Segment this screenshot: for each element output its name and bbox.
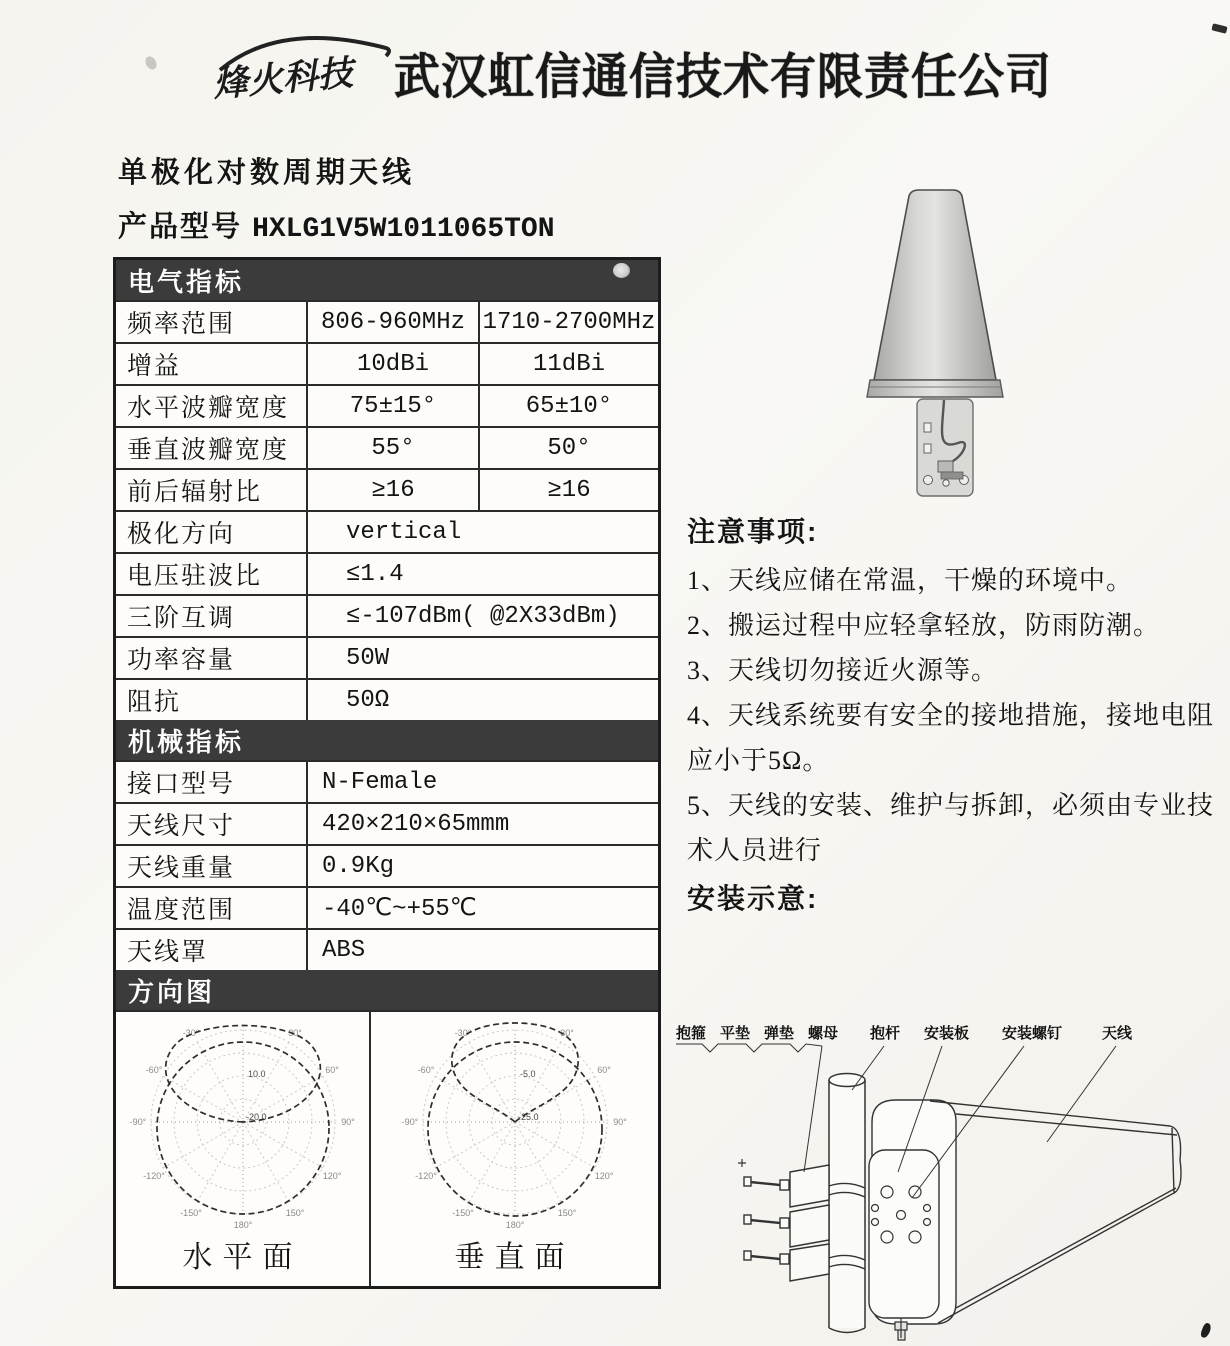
scan-artifact xyxy=(1211,23,1227,33)
svg-text:60°: 60° xyxy=(596,1065,611,1075)
svg-text:-30°: -30° xyxy=(454,1028,471,1038)
spec-value: N-Female xyxy=(322,768,438,796)
scan-artifact xyxy=(143,54,159,71)
horizontal-pattern-plot xyxy=(118,1016,368,1234)
table-row xyxy=(116,844,658,886)
svg-text:90°: 90° xyxy=(612,1117,627,1127)
notes-block xyxy=(687,506,1227,925)
spec-label: 温度范围 xyxy=(116,888,308,928)
section-label: 方向图 xyxy=(128,976,216,1007)
table-row xyxy=(116,426,658,468)
diagram-labels xyxy=(675,1024,1133,1042)
svg-text:60°: 60° xyxy=(324,1065,339,1075)
table-row xyxy=(116,342,658,384)
table-row xyxy=(116,300,658,342)
table-row xyxy=(116,510,658,552)
svg-text:-25.0: -25.0 xyxy=(517,1112,539,1122)
svg-text:-20.0: -20.0 xyxy=(245,1112,267,1122)
table-row xyxy=(116,678,658,720)
installation-diagram xyxy=(672,1022,1224,1344)
spec-value-band1: 10dBi xyxy=(308,344,480,384)
horizontal-plane-caption: 水平面 xyxy=(182,1241,303,1274)
angle-labels xyxy=(129,1028,355,1230)
spec-value: ≤1.4 xyxy=(346,560,404,588)
spec-value-band2: 11dBi xyxy=(532,350,605,378)
table-row xyxy=(116,636,658,678)
spec-value-band1: ≥16 xyxy=(308,470,480,510)
spec-table xyxy=(113,257,661,1289)
company-logo xyxy=(210,26,400,118)
spec-value: 50W xyxy=(346,644,390,672)
spec-label: 天线罩 xyxy=(116,930,308,970)
spec-label: 三阶互调 xyxy=(116,596,308,636)
svg-text:-60°: -60° xyxy=(417,1065,434,1075)
spec-value: ABS xyxy=(322,936,366,964)
spec-label: 频率范围 xyxy=(116,302,308,342)
note-item: 5、天线的安装、维护与拆卸，必须由专业技术人员进行 xyxy=(687,791,1215,865)
installation-diagram-graphic xyxy=(672,1022,1224,1344)
svg-text:-90°: -90° xyxy=(129,1117,146,1127)
svg-text:-5.0: -5.0 xyxy=(519,1069,536,1079)
model-label: 产品型号 xyxy=(118,211,243,243)
scan-spot-artifact xyxy=(613,263,630,278)
section-header-mechanical xyxy=(116,720,658,760)
spec-label: 阻抗 xyxy=(116,680,308,720)
table-row xyxy=(116,384,658,426)
svg-text:-60°: -60° xyxy=(145,1065,162,1075)
spec-label: 电压驻波比 xyxy=(116,554,308,594)
table-row xyxy=(116,802,658,844)
scale-labels xyxy=(518,1069,539,1122)
svg-text:-120°: -120° xyxy=(414,1171,437,1181)
vertical-plane-caption: 垂直面 xyxy=(454,1241,575,1274)
svg-text:180°: 180° xyxy=(233,1220,252,1230)
svg-text:30°: 30° xyxy=(287,1028,302,1038)
spec-label: 垂直波瓣宽度 xyxy=(116,428,308,468)
svg-text:120°: 120° xyxy=(322,1171,341,1181)
mounting-pole xyxy=(829,1074,865,1333)
spec-label: 天线尺寸 xyxy=(116,804,308,844)
page-title: 单极化对数周期天线 xyxy=(118,157,416,189)
label-mount-plate: 安装板 xyxy=(924,1025,970,1042)
svg-text:-150°: -150° xyxy=(451,1208,474,1218)
note-item: 3、天线切勿接近火源等。 xyxy=(687,656,999,685)
table-row xyxy=(116,886,658,928)
angle-labels xyxy=(401,1028,627,1230)
spec-label: 天线重量 xyxy=(116,846,308,886)
pattern-curves xyxy=(157,1026,329,1215)
spec-label: 水平波瓣宽度 xyxy=(116,386,308,426)
svg-text:-90°: -90° xyxy=(401,1117,418,1127)
vertical-pattern-cell xyxy=(371,1012,658,1286)
note-item: 4、天线系统要有安全的接地措施，接地电阻应小于5Ω。 xyxy=(687,701,1215,775)
label-pole: 抱杆 xyxy=(870,1025,901,1042)
label-clamp: 抱箍 xyxy=(676,1025,707,1042)
section-label: 机械指标 xyxy=(128,726,245,757)
spec-value-band1: 55° xyxy=(308,428,480,468)
radome-shape xyxy=(874,190,996,380)
section-header-pattern xyxy=(116,970,658,1010)
table-row xyxy=(116,594,658,636)
radome-skirt xyxy=(867,380,1003,397)
scale-labels xyxy=(246,1069,267,1122)
svg-text:120°: 120° xyxy=(594,1171,613,1181)
spec-value: -40℃~+55℃ xyxy=(322,896,477,923)
spec-value: 0.9Kg xyxy=(322,852,395,880)
svg-text:90°: 90° xyxy=(340,1117,355,1127)
svg-text:150°: 150° xyxy=(557,1208,576,1218)
spec-label: 前后辐射比 xyxy=(116,470,308,510)
svg-text:-30°: -30° xyxy=(182,1028,199,1038)
spec-value-band2: 50° xyxy=(547,434,591,462)
pattern-curves xyxy=(428,1023,602,1216)
svg-text:-150°: -150° xyxy=(179,1208,202,1218)
spec-label: 极化方向 xyxy=(116,512,308,552)
spec-label: 功率容量 xyxy=(116,638,308,678)
spec-value: 420×210×65mmm xyxy=(322,810,510,838)
svg-text:150°: 150° xyxy=(285,1208,304,1218)
spec-value-band1: 806-960MHz xyxy=(308,302,480,342)
label-flat-washer: 平垫 xyxy=(720,1025,751,1042)
model-value: HXLG1V5W1011065TON xyxy=(252,214,555,245)
svg-text:30°: 30° xyxy=(559,1028,574,1038)
mounting-plate xyxy=(869,1150,939,1340)
spec-value-band2: ≥16 xyxy=(547,476,591,504)
spec-value: 50Ω xyxy=(346,686,390,714)
table-row xyxy=(116,760,658,802)
label-spring-washer: 弹垫 xyxy=(764,1025,795,1042)
company-name: 武汉虹信通信技术有限责任公司 xyxy=(394,48,1052,104)
spec-label: 增益 xyxy=(116,344,308,384)
svg-text:10.0: 10.0 xyxy=(247,1069,266,1079)
spec-label: 接口型号 xyxy=(116,762,308,802)
label-antenna: 天线 xyxy=(1102,1025,1133,1042)
note-item: 1、天线应储在常温，干燥的环境中。 xyxy=(687,566,1134,595)
table-row xyxy=(116,468,658,510)
logo-graphic xyxy=(210,26,400,118)
connector xyxy=(938,461,953,472)
product-model-line xyxy=(118,204,555,245)
table-row xyxy=(116,928,658,970)
logo-text: 烽火科技 xyxy=(211,53,355,105)
vertical-pattern-plot xyxy=(390,1016,640,1234)
antenna-photo-graphic xyxy=(845,186,1025,508)
label-nut: 螺母 xyxy=(808,1025,839,1042)
note-item: 2、搬运过程中应轻拿轻放，防雨防潮。 xyxy=(687,611,1161,640)
spec-value: vertical xyxy=(346,518,462,546)
spec-value-band2: 65±10° xyxy=(525,392,613,420)
spec-value-band2: 1710-2700MHz xyxy=(482,308,656,336)
spec-value-band1: 75±15° xyxy=(308,386,480,426)
notes-heading: 注意事项: xyxy=(687,516,819,547)
svg-text:-120°: -120° xyxy=(142,1171,165,1181)
spec-value: ≤-107dBm( @2X33dBm) xyxy=(346,602,620,630)
antenna-photo xyxy=(845,186,1025,508)
table-row xyxy=(116,552,658,594)
section-label: 电气指标 xyxy=(128,266,245,297)
install-heading: 安装示意: xyxy=(687,883,819,914)
section-header-electrical xyxy=(116,260,658,300)
horizontal-pattern-cell xyxy=(116,1012,371,1286)
label-mount-screw: 安装螺钉 xyxy=(1002,1025,1063,1042)
radiation-pattern-figures xyxy=(116,1010,658,1286)
svg-text:180°: 180° xyxy=(505,1220,524,1230)
